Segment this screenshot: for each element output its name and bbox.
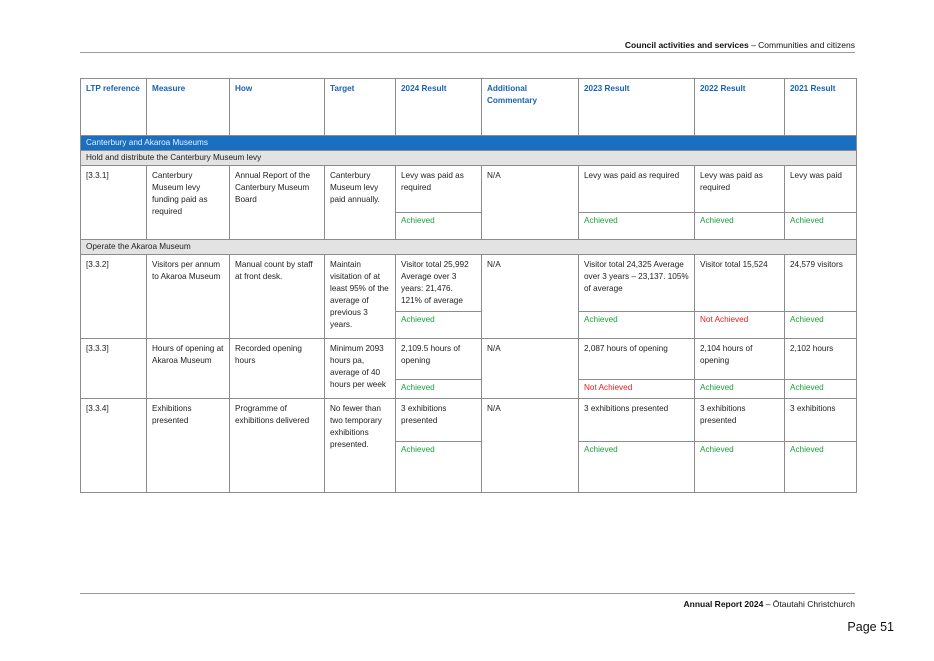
status-2022: Not Achieved <box>695 312 785 339</box>
cell-how: Manual count by staff at front desk. <box>230 255 325 339</box>
cell-2023-result: Levy was paid as required <box>579 166 695 213</box>
col-header-measure: Measure <box>147 79 230 136</box>
cell-2022-result: Levy was paid as required <box>695 166 785 213</box>
status-2023: Achieved <box>579 442 695 493</box>
cell-measure: Exhibitions presented <box>147 399 230 493</box>
table-row <box>81 339 857 380</box>
col-header-2022-result: 2022 Result <box>695 79 785 136</box>
footer-title: Annual Report 2024 <box>683 599 764 609</box>
cell-commentary: N/A <box>482 166 579 240</box>
cell-measure: Canterbury Museum levy funding paid as required <box>147 166 230 240</box>
header-rule <box>80 52 855 53</box>
col-header-2023-result: 2023 Result <box>579 79 695 136</box>
cell-target: No fewer than two temporary exhibitions presented. <box>325 399 396 493</box>
cell-2024-result: Levy was paid as required <box>396 166 482 213</box>
status-2022: Achieved <box>695 380 785 399</box>
cell-2024-result: 3 exhibitions presented <box>396 399 482 442</box>
cell-ref: [3.3.2] <box>81 255 147 339</box>
status-2024: Achieved <box>396 380 482 399</box>
page-number: Page 51 <box>847 620 894 634</box>
status-2022: Achieved <box>695 213 785 240</box>
page-footer <box>0 599 855 609</box>
table-row <box>81 399 857 442</box>
cell-2021-result: 2,102 hours <box>785 339 857 380</box>
col-header-ltp-reference: LTP reference <box>81 79 147 136</box>
status-2022: Achieved <box>695 442 785 493</box>
header-section: Council activities and services <box>624 40 749 50</box>
cell-2022-result: 3 exhibitions presented <box>695 399 785 442</box>
cell-ref: [3.3.3] <box>81 339 147 399</box>
group-title: Hold and distribute the Canterbury Museum levy <box>81 151 857 166</box>
cell-2024-result: 2,109.5 hours of opening <box>396 339 482 380</box>
cell-2022-result: Visitor total 15,524 <box>695 255 785 312</box>
cell-2023-result: Visitor total 24,325 Average over 3 years – 23,137. 105% of average <box>579 255 695 312</box>
status-2021: Achieved <box>785 442 857 493</box>
cell-2021-result: 24,579 visitors <box>785 255 857 312</box>
status-2024: Achieved <box>396 213 482 240</box>
cell-commentary: N/A <box>482 399 579 493</box>
group-row <box>81 151 857 166</box>
cell-how: Annual Report of the Canterbury Museum Board <box>230 166 325 240</box>
cell-how: Recorded opening hours <box>230 339 325 399</box>
cell-2023-result: 3 exhibitions presented <box>579 399 695 442</box>
status-2024: Achieved <box>396 312 482 339</box>
col-header-additional-commentary: Additional Commentary <box>482 79 579 136</box>
table-row <box>81 255 857 312</box>
cell-2022-result: 2,104 hours of opening <box>695 339 785 380</box>
cell-commentary: N/A <box>482 255 579 339</box>
section-band <box>81 136 857 151</box>
cell-measure: Hours of opening at Akaroa Museum <box>147 339 230 399</box>
cell-ref: [3.3.4] <box>81 399 147 493</box>
table-header-row <box>81 79 857 136</box>
cell-measure: Visitors per annum to Akaroa Museum <box>147 255 230 339</box>
section-title: Canterbury and Akaroa Museums <box>81 136 857 151</box>
cell-2021-result: Levy was paid <box>785 166 857 213</box>
status-2024: Achieved <box>396 442 482 493</box>
cell-target: Maintain visitation of at least 95% of the average of previous 3 years. <box>325 255 396 339</box>
status-2023: Achieved <box>579 213 695 240</box>
cell-2024-result: Visitor total 25,992 Average over 3 years: 21,476. 121% of average <box>396 255 482 312</box>
header-subsection: – Communities and citizens <box>748 40 855 50</box>
cell-2023-result: 2,087 hours of opening <box>579 339 695 380</box>
status-2023: Not Achieved <box>579 380 695 399</box>
status-2021: Achieved <box>785 213 857 240</box>
table-row <box>81 166 857 213</box>
col-header-how: How <box>230 79 325 136</box>
cell-ref: [3.3.1] <box>81 166 147 240</box>
page-header <box>0 40 855 50</box>
cell-target: Minimum 2093 hours pa, average of 40 hours per week <box>325 339 396 399</box>
status-2023: Achieved <box>579 312 695 339</box>
cell-commentary: N/A <box>482 339 579 399</box>
footer-subtitle: – Ōtautahi Christchurch <box>763 599 855 609</box>
cell-target: Canterbury Museum levy paid annually. <box>325 166 396 240</box>
performance-table <box>80 78 857 493</box>
col-header-2021-result: 2021 Result <box>785 79 857 136</box>
cell-how: Programme of exhibitions delivered <box>230 399 325 493</box>
group-title: Operate the Akaroa Museum <box>81 240 857 255</box>
status-2021: Achieved <box>785 380 857 399</box>
col-header-target: Target <box>325 79 396 136</box>
status-2021: Achieved <box>785 312 857 339</box>
col-header-2024-result: 2024 Result <box>396 79 482 136</box>
cell-2021-result: 3 exhibitions <box>785 399 857 442</box>
group-row <box>81 240 857 255</box>
footer-rule <box>80 593 855 594</box>
